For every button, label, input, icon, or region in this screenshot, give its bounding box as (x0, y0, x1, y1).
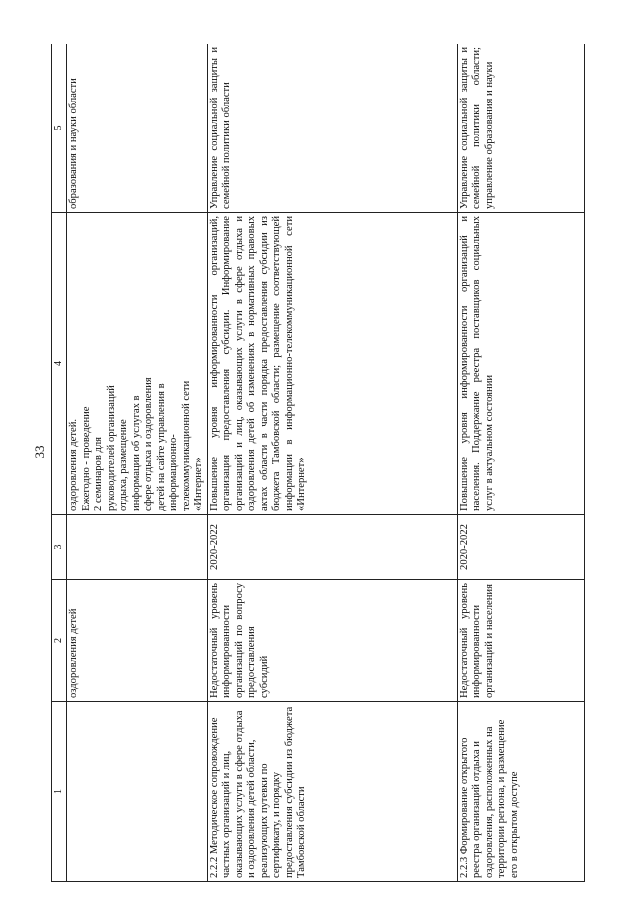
result-line: информационно- (168, 434, 179, 511)
result-line: руководителей организаций (105, 385, 117, 511)
cell-problem: оздоровления детей (67, 580, 208, 702)
cell-period: 2020-2022 (457, 515, 585, 580)
table-row (67, 44, 208, 882)
cell-responsible: Управление социальной защиты и семейной политики области; управление образования и науки (457, 44, 585, 213)
cell-result (67, 213, 208, 515)
cell-measure: 2.2.3 Формирование открытого реестра организаций отдыха и оздоровления, расположенных на территории региона, и размещение его в открытом доступе (457, 702, 585, 882)
header-col-4: 4 (52, 213, 67, 515)
table-row (457, 44, 585, 882)
cell-period: 2020-2022 (207, 515, 457, 580)
result-line: детей на сайте управления в (155, 383, 167, 511)
header-col-1: 1 (52, 702, 67, 882)
header-col-3: 3 (52, 515, 67, 580)
header-row (52, 44, 67, 882)
cell-measure: 2.2.2 Методическое сопровождение частных организаций и лиц, оказывающих услуги в сфере отдыха и оздоровления детей области, реализующих путевки по сертификату, и порядку предоставления субсидии из бюджета Тамбовской области (207, 702, 457, 882)
result-line: 2 семинаров для (93, 436, 104, 511)
measures-table (51, 44, 585, 882)
rotated-page-wrapper (51, 44, 585, 882)
cell-period (67, 515, 208, 580)
rotated-table-container (51, 44, 585, 882)
page-number: 33 (32, 445, 47, 459)
header-col-2: 2 (52, 580, 67, 702)
cell-responsible: Управление социальной защиты и семейной политики области (207, 44, 457, 213)
cell-measure (67, 702, 208, 882)
cell-problem: Недостаточный уровень информированности организаций и населения (457, 580, 585, 702)
cell-result: Повышение уровня информированности организаций, организация предоставления субсидии. Информирование организаций и лиц, оказывающих услуги в сфере отдыха и оздоровления детей об изменениях в нормативных правовых актах области в части порядка предоставления субсидии из бюджета Тамбовской области; размещение соответствующей информации в информационно-телекоммуникационной сети «Интернет» (207, 213, 457, 515)
result-line: отдыха, размещение (118, 419, 129, 511)
header-col-5: 5 (52, 44, 67, 213)
result-line: оздоровления детей. (68, 418, 79, 511)
result-line: информации об услугах в (130, 395, 142, 511)
result-line: телекоммуникационной сети (180, 380, 192, 511)
result-line: «Интернет» (193, 457, 204, 511)
cell-responsible: образования и науки области (67, 44, 208, 213)
result-line: Ежегодно - проведение (80, 406, 92, 511)
cell-result: Повышение уровня информированности организаций и населения. Поддержание реестра поставщиков социальных услуг в актуальном состоянии (457, 213, 585, 515)
result-line: сфере отдыха и оздоровления (143, 377, 154, 511)
table-row (207, 44, 457, 882)
cell-problem: Недостаточный уровень информированности организаций по вопросу предоставления субсидий (207, 580, 457, 702)
